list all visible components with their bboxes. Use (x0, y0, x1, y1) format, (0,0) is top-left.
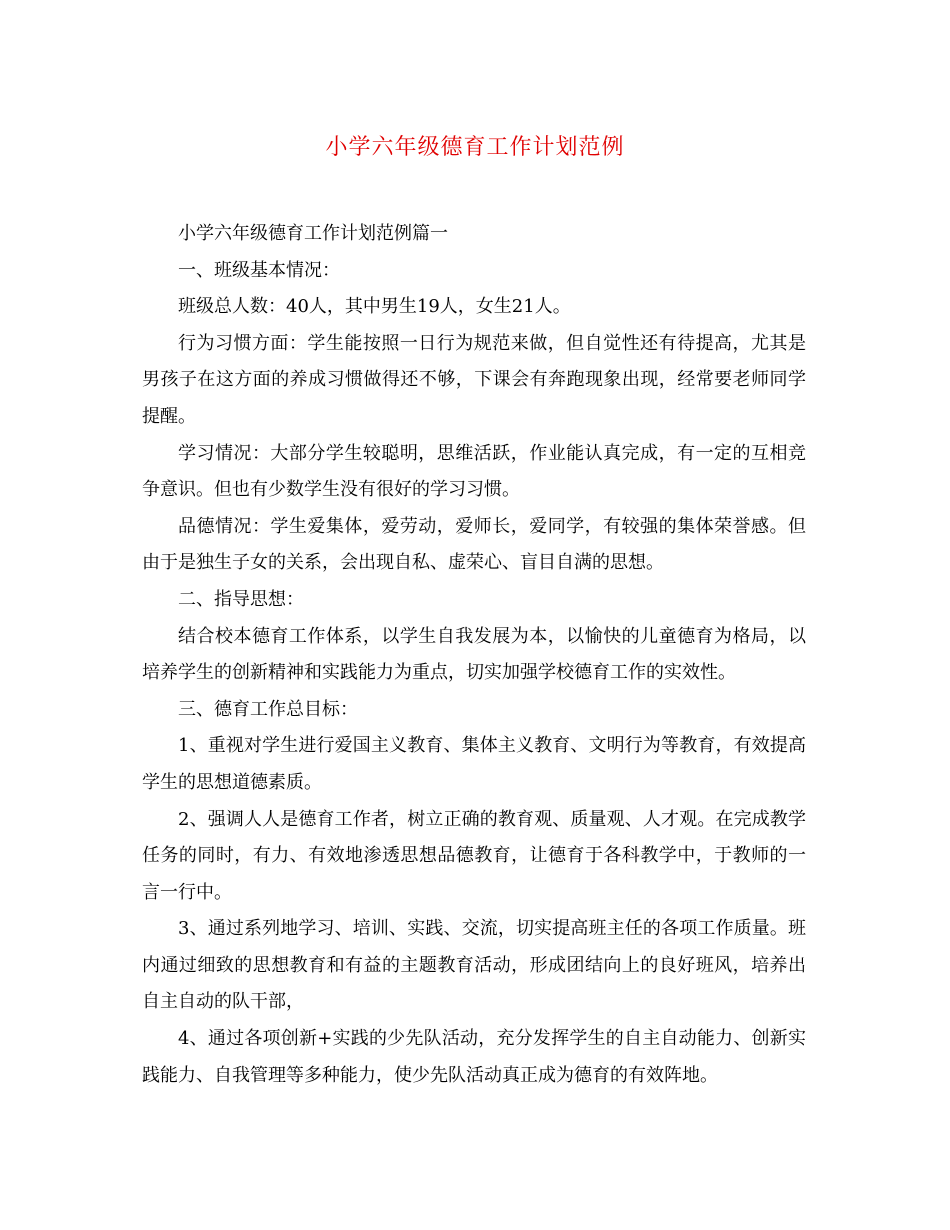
paragraph-goal-4: 4、通过各项创新+实践的少先队活动，充分发挥学生的自主自动能力、创新实践能力、自我管理等多种能力，使少先队活动真正成为德育的有效阵地。 (142, 1028, 806, 1086)
heading-overall-goals: 三、德育工作总目标： (178, 698, 358, 720)
paragraph-behavior-habits: 行为习惯方面：学生能按照一日行为规范来做，但自觉性还有待提高，尤其是男孩子在这方面的养成习惯做得还不够，下课会有奔跑现象出现，经常要老师同学提醒。 (142, 332, 806, 427)
paragraph-moral-situation: 品德情况：学生爱集体，爱劳动，爱师长，爱同学，有较强的集体荣誉感。但由于是独生子女的关系，会出现自私、虚荣心、盲目自满的思想。 (142, 515, 806, 574)
heading-guiding-ideology: 二、指导思想： (178, 588, 304, 610)
heading-class-basics: 一、班级基本情况： (178, 259, 340, 281)
paragraph-class-size: 班级总人数：40人，其中男生19人，女生21人。 (178, 296, 571, 318)
paragraph-goal-2: 2、强调人人是德育工作者，树立正确的教育观、质量观、人才观。在完成教学任务的同时，有力、有效地渗透思想品德教育，让德育于各科教学中，于教师的一言一行中。 (142, 808, 806, 903)
paragraph-learning-situation: 学习情况：大部分学生较聪明，思维活跃，作业能认真完成，有一定的互相竞争意识。但也有少数学生没有很好的学习习惯。 (142, 442, 806, 501)
paragraph-goal-3: 3、通过系列地学习、培训、实践、交流，切实提高班主任的各项工作质量。班内通过细致的思想教育和有益的主题教育活动，形成团结向上的良好班风，培养出自主自动的队干部， (142, 918, 806, 1013)
section-heading-part-one: 小学六年级德育工作计划范例篇一 (178, 223, 448, 244)
paragraph-goal-1: 1、重视对学生进行爱国主义教育、集体主义教育、文明行为等教育，有效提高学生的思想道德素质。 (142, 735, 806, 793)
paragraph-guiding-ideology: 结合校本德育工作体系，以学生自我发展为本，以愉快的儿童德育为格局，以培养学生的创新精神和实践能力为重点，切实加强学校德育工作的实效性。 (142, 625, 806, 684)
document-body (142, 216, 806, 1094)
document-title: 小学六年级德育工作计划范例 (325, 135, 625, 160)
